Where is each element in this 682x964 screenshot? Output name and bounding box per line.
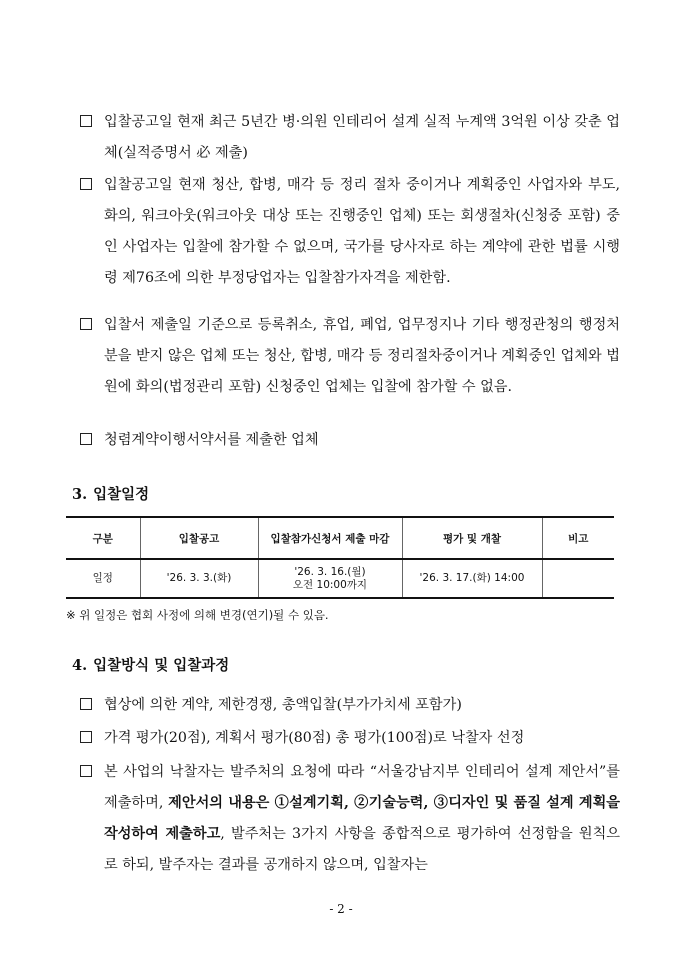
table-header: 비고 xyxy=(542,517,614,559)
table-header: 평가 및 개찰 xyxy=(402,517,542,559)
table-row xyxy=(66,559,614,598)
deadline-time: 오전 10:00까지 xyxy=(292,578,368,591)
eligibility-text: 입찰공고일 현재 최근 5년간 병·의원 인테리어 설계 실적 누계액 3억원 이상 갖춘 업체(실적증명서 必 제출) xyxy=(104,114,620,161)
eligibility-item xyxy=(80,310,620,403)
method-text-bold: 제안서의 내용은 ①설계기획, ②기술능력, ③디자인 및 품질 설계 계획을 작성하여 제출하고 xyxy=(104,795,621,842)
section-number: 3. xyxy=(72,486,88,503)
schedule-note: ※ 위 일정은 협회 사정에 의해 변경(연기)될 수 있음. xyxy=(66,608,329,622)
section-heading-method xyxy=(72,656,235,676)
schedule-table xyxy=(66,516,614,599)
checkbox-square-icon xyxy=(80,698,92,710)
table-header: 입찰참가신청서 제출 마감 xyxy=(258,517,402,559)
section-title: 입찰일정 xyxy=(93,486,150,503)
table-cell-label: 일정 xyxy=(66,559,140,598)
table-cell-notice: '26. 3. 3.(화) xyxy=(140,559,258,598)
eligibility-text: 입찰서 제출일 기준으로 등록취소, 휴업, 폐업, 업무정지나 기타 행정관청의 행정처분을 받지 않은 업체 또는 청산, 합병, 매각 등 정리절차중이거나 계획중인 업체와 법원에 화의(법정관리 포함) 신청중인 업체는 입찰에 참가할 수 없음. xyxy=(104,317,620,395)
section-title: 입찰방식 및 입찰과정 xyxy=(93,657,230,674)
table-header: 입찰공고 xyxy=(140,517,258,559)
method-item xyxy=(80,690,620,721)
checkbox-square-icon xyxy=(80,765,92,777)
section-number: 4. xyxy=(72,657,88,674)
table-cell-remarks xyxy=(542,559,614,598)
section-heading-schedule xyxy=(72,485,155,505)
method-item xyxy=(80,723,620,754)
table-cell-evaluation: '26. 3. 17.(화) 14:00 xyxy=(402,559,542,598)
method-text: 협상에 의한 계약, 제한경쟁, 총액입찰(부가가치세 포함가) xyxy=(104,697,462,713)
eligibility-text: 청렴계약이행서약서를 제출한 업체 xyxy=(104,432,319,448)
checkbox-square-icon xyxy=(80,433,92,445)
method-text xyxy=(80,757,620,881)
table-cell-deadline xyxy=(258,559,402,598)
page-number: - 2 - xyxy=(329,902,353,916)
table-header: 구분 xyxy=(66,517,140,559)
method-text: 가격 평가(20점), 계획서 평가(80점) 총 평가(100점)로 낙찰자 선정 xyxy=(104,730,525,746)
deadline-date: '26. 3. 16.(월) xyxy=(294,565,366,578)
table-header-row xyxy=(66,517,614,559)
checkbox-square-icon xyxy=(80,731,92,743)
eligibility-item xyxy=(80,170,620,294)
checkbox-square-icon xyxy=(80,115,92,127)
eligibility-item xyxy=(80,425,620,456)
checkbox-square-icon xyxy=(80,318,92,330)
method-text-part: , 발주처는 3가지 사항을 종합적으로 평가하여 선정함을 원칙으로 하되, 발주자는 결과를 공개하지 않으며, 입찰자는 xyxy=(104,826,620,873)
checkbox-square-icon xyxy=(80,178,92,190)
method-text-part: 본 사업의 낙찰자는 발주처의 요청에 따라 “서울강남지부 인테리어 설계 제안서”를 제출하며, xyxy=(104,764,620,811)
eligibility-text: 입찰공고일 현재 청산, 합병, 매각 등 정리 절차 중이거나 계획중인 사업자와 부도, 화의, 워크아웃(워크아웃 대상 또는 진행중인 업체) 또는 회생절차(신청중 포함) 중인 사업자는 입찰에 참가할 수 없으며, 국가를 당사자로 하는 계약에 관한 법률 시행령 제76조에 의한 부정당업자는 입찰참가자격을 제한함. xyxy=(104,177,620,286)
eligibility-item xyxy=(80,107,620,169)
method-item xyxy=(80,757,620,881)
